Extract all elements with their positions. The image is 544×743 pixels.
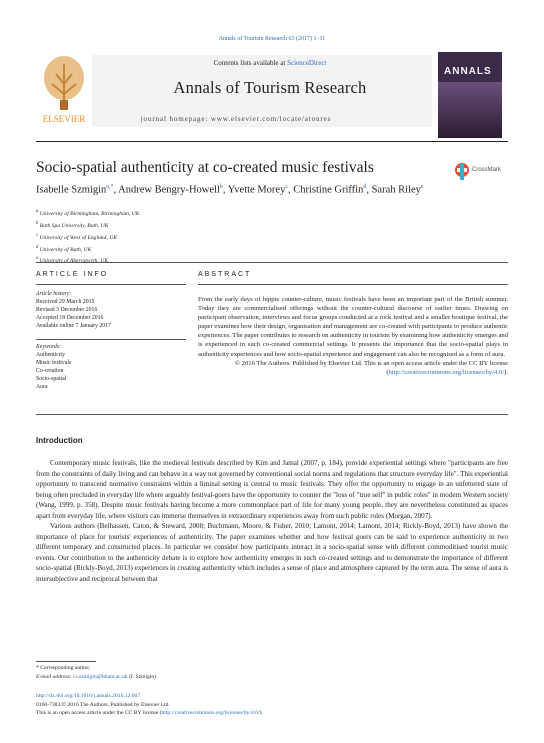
- intro-paragraph: Various authors (Belhassen, Caton, & Steward, 2008; Buchmann, Moore, & Fisher, 2010; Lamont, 2014; Lamont, 2014; Rickly-Boyd, 2013) have shown the importance of place for tourists' experiences of authenticity. The paper examines whether and how festival goers can be said to experience authenticity in two different temporary and constructed places. In particular we consider how participants interact in a socio-spatial sense with different commoditised tourist music events. Our contribution to the authenticity debate is to explore how authenticity emerges in such co-created settings and to demonstrate the importance of different socio-spatial (Rickly-Boyd, 2013) experiences in creating authenticity which includes a sense of place and atmosphere captured by the term aura. The sense of aura is intersubjective and reciprocal between that: [36, 522, 508, 583]
- abstract-body: [198, 295, 508, 377]
- cc-license-link[interactable]: http://creativecommons.org/licenses/by/4.0/: [388, 368, 505, 376]
- contents-prefix: Contents lists available at: [213, 59, 286, 67]
- journal-title: Annals of Tourism Research: [173, 78, 367, 97]
- author-list: Isabelle Szmigin$^{a,*}$, Andrew Bengry-Howell$^b$, Yvette Morey$^c$, Christine Griffin$^d$, Sarah Riley$^e$: [36, 184, 424, 196]
- doi-link[interactable]: http://dx.doi.org/10.1016/j.annals.2016.12.007: [36, 693, 141, 699]
- corresponding-author-note: * Corresponding author.: [36, 665, 91, 671]
- abstract-rule: [198, 284, 508, 285]
- keyword-item: Socio-spatial: [36, 376, 67, 382]
- article-title: Socio-spatial authenticity at co-created music festivals: [36, 159, 374, 176]
- history-item: Revised 3 December 2016: [36, 307, 98, 313]
- crossmark-label: CrossMark: [472, 167, 502, 173]
- history-label: Article history:: [36, 291, 72, 297]
- keyword-item: Authenticity: [36, 352, 65, 358]
- author-name[interactable]: Isabelle Szmigin: [36, 184, 107, 196]
- keywords: [36, 343, 71, 391]
- publication-info: [36, 692, 263, 718]
- history-item: Available online 7 January 2017: [36, 323, 111, 329]
- affiliation-item: $^c$ University of West of England, UK: [36, 232, 117, 241]
- history-item: Received 29 March 2015: [36, 299, 95, 305]
- author-affiliation-sup[interactable]: a,*: [106, 184, 114, 190]
- keywords-label: Keywords:: [36, 344, 61, 350]
- keyword-item: Aura: [36, 384, 48, 390]
- author-affiliation-sup[interactable]: e: [420, 184, 424, 190]
- email-link[interactable]: i.t.szmigin@bham.ac.uk: [73, 673, 128, 680]
- author-name[interactable]: Andrew Bengry-Howell: [118, 184, 220, 196]
- publisher-logo-text: ELSEVIER: [42, 114, 86, 124]
- header-rule: [36, 141, 508, 142]
- sciencedirect-link[interactable]: ScienceDirect: [287, 59, 327, 67]
- article-info-rule: [36, 284, 186, 285]
- oa-license-link[interactable]: http://creativecommons.org/licenses/by/4.0/: [161, 710, 260, 716]
- issn-line: 0160-7383/© 2016 The Authors. Published by Elsevier Ltd.: [36, 701, 170, 708]
- affiliation-item: $^e$ University of Aberystwyth, UK: [36, 256, 109, 265]
- journal-cover-image: [438, 52, 502, 138]
- author-name[interactable]: Yvette Morey: [227, 184, 286, 196]
- author-name[interactable]: Christine Griffin: [293, 184, 364, 196]
- crossmark-badge[interactable]: [450, 160, 510, 184]
- affiliations: [36, 207, 140, 266]
- footnotes: [36, 664, 158, 681]
- journal-homepage[interactable]: journal homepage: www.elsevier.com/locate/atoures: [140, 115, 332, 123]
- author-affiliation-sup[interactable]: c: [285, 184, 288, 190]
- keyword-item: Music festivals: [36, 360, 72, 366]
- introduction-heading: Introduction: [36, 436, 83, 445]
- section-rule: [36, 262, 508, 263]
- intro-paragraph: Contemporary music festivals, like the medieval festivals described by Kim and Jamal (2007, p. 184), provide experiential settings where "participants are free from the constraints of daily living and can behave in a way not governed by conventional social norms and regulations that structure everyday life". This experiential opportunity to transcend normative constraints within a liminal setting is central to music festivals. They offer the opportunity to engage in an unfettered state of being often precluded in everyday life where arguably festival-goers have the opportunity to counter the "loss of "true self" in public roles" in modern Western society (Wang, 1999, p. 358). Despite music festivals having become a more commonplace part of life for many young people, they are nevertheless constituted as spaces apart from everyday life, where visitors can immerse themselves in extraordinary experiences away from such public roles (Morgan, 2007).: [36, 459, 508, 520]
- article-history: [36, 290, 111, 330]
- abstract-heading: ABSTRACT: [198, 271, 252, 278]
- journal-reference[interactable]: Annals of Tourism Research 63 (2017) 1–11: [218, 36, 326, 42]
- introduction-body: [36, 458, 508, 584]
- affiliation-item: $^b$ Bath Spa University, Bath, UK: [36, 220, 109, 229]
- open-access-line: This is an open access article under the CC BY license (http://creativecommons.org/licenses/by/4.0/).: [36, 710, 263, 716]
- email-line: E-mail address: i.t.szmigin@bham.ac.uk (I. Szmigin).: [36, 673, 158, 680]
- cover-title: ANNALS: [444, 66, 492, 77]
- author-affiliation-sup[interactable]: b: [219, 184, 223, 190]
- affiliation-item: $^a$ University of Birmingham, Birmingham, UK: [36, 209, 140, 217]
- abstract-text: From the early days of hippie counter-culture, music festivals have been an important part of the British summer. Today they are commercialised offerings without the counter-cultural discourse of earlier times. Drawing on participant observation, interviews and focus groups conducted at a rock festival and a smaller boutique festival, the paper examines how their design, organisation and management are co-created with participants to produce authentic experiences. The paper contributes to research on authenticity in tourism by examining how authenticity emerges and is experienced in such co-created commercial settings. It presents the importance that the socio-spatial plays in authenticity experiences and how socio-spatial experience and engagement can also be recognised as a form of aura.: [198, 296, 508, 358]
- keywords-rule: [36, 339, 186, 340]
- history-item: Accepted 18 December 2016: [36, 315, 104, 321]
- crossmark-icon: [454, 162, 470, 182]
- author-affiliation-sup[interactable]: d: [363, 184, 367, 190]
- abstract-end-rule: [36, 414, 508, 415]
- contents-available-line: [150, 59, 390, 67]
- footnote-rule: [36, 661, 96, 662]
- abstract-copyright: © 2016 The Authors. Published by Elsevier Ltd. This is an open access article under the CC BY license (http://creativecommons.org/licenses/by/4.0/).: [235, 359, 508, 376]
- author-name[interactable]: Sarah Riley: [371, 184, 421, 196]
- affiliation-item: $^d$ University of Bath, UK: [36, 244, 92, 253]
- keyword-item: Co-creation: [36, 368, 64, 374]
- article-info-heading: ARTICLE INFO: [36, 271, 109, 278]
